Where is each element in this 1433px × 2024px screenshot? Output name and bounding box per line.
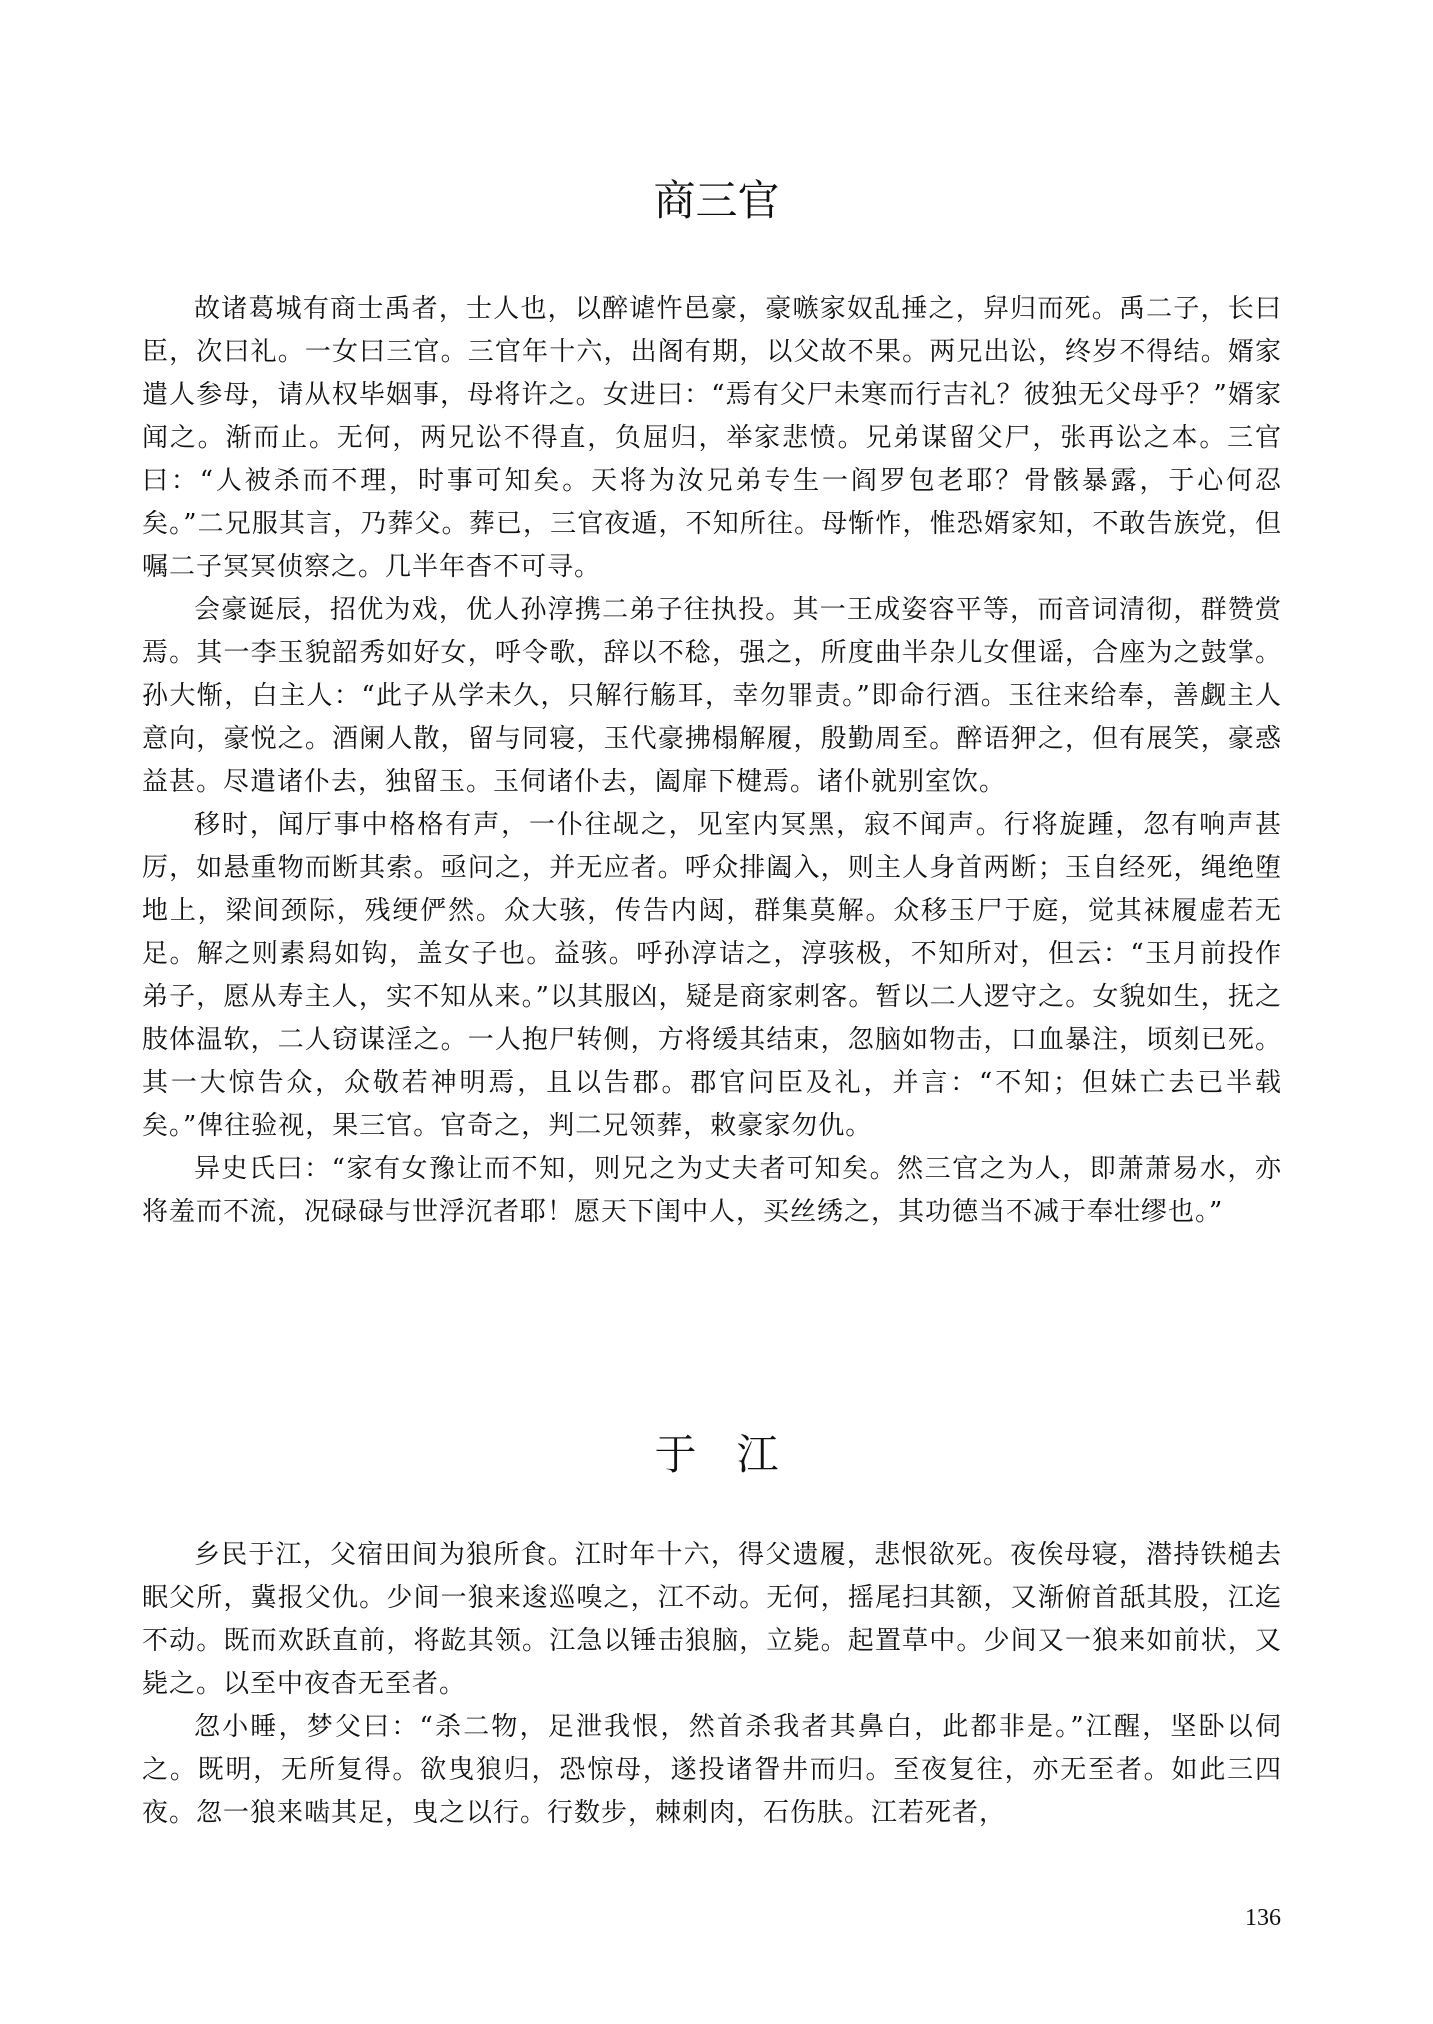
story-body-shang-san-guan <box>142 288 1282 1234</box>
story-body-yu-jiang <box>142 1534 1282 1835</box>
paragraph: 故诸葛城有商士禹者，士人也，以醉谑忤邑豪，豪嗾家奴乱捶之，舁归而死。禹二子，长曰臣，次曰礼。一女曰三官。三官年十六，出阁有期，以父故不果。两兄出讼，终岁不得结。婿家遣人参母，请从权毕姻事，母将许之。女进曰：“焉有父尸未寒而行吉礼？彼独无父母乎？”婿家闻之。渐而止。无何，两兄讼不得直，负屈归，举家悲愤。兄弟谋留父尸，张再讼之本。三官曰：“人被杀而不理，时事可知矣。天将为汝兄弟专生一阎罗包老耶？骨骸暴露，于心何忍矣。”二兄服其言，乃葬父。葬已，三官夜遁，不知所往。母惭怍，惟恐婿家知，不敢告族党，但嘱二子冥冥侦察之。几半年杳不可寻。 <box>142 294 1282 582</box>
paragraph: 忽小睡，梦父曰：“杀二物，足泄我恨，然首杀我者其鼻白，此都非是。”江醒，坚卧以伺之。既明，无所复得。欲曳狼归，恐惊母，遂投诸眢井而归。至夜复往，亦无至者。如此三四夜。忽一狼来啮其足，曳之以行。行数步，棘刺肉，石伤肤。江若死者， <box>142 1712 1282 1828</box>
story-title-yu-jiang: 于江 <box>654 1430 819 1479</box>
page-number: 136 <box>1245 1905 1281 1931</box>
story-title-shang-san-guan: 商三官 <box>653 176 780 225</box>
paragraph: 乡民于江，父宿田间为狼所食。江时年十六，得父遗履，悲恨欲死。夜俟母寝，潜持铁槌去眠父所，冀报父仇。少间一狼来逡巡嗅之，江不动。无何，摇尾扫其额，又渐俯首舐其股，江迄不动。既而欢跃直前，将龁其领。江急以锤击狼脑，立毙。起置草中。少间又一狼来如前状，又毙之。以至中夜杳无至者。 <box>142 1540 1282 1699</box>
paragraph: 会豪诞辰，招优为戏，优人孙淳携二弟子往执投。其一王成姿容平等，而音词清彻，群赞赏焉。其一李玉貌韶秀如好女，呼令歌，辞以不稔，强之，所度曲半杂儿女俚谣，合座为之鼓掌。孙大惭，白主人：“此子从学未久，只解行觞耳，幸勿罪责。”即命行酒。玉往来给奉，善觑主人意向，豪悦之。酒阑人散，留与同寝，玉代豪拂榻解履，殷勤周至。醉语狎之，但有展笑，豪惑益甚。尽遣诸仆去，独留玉。玉伺诸仆去，阖扉下楗焉。诸仆就别室饮。 <box>142 595 1282 797</box>
paragraph: 异史氏曰：“家有女豫让而不知，则兄之为丈夫者可知矣。然三官之为人，即萧萧易水，亦将羞而不流，况碌碌与世浮沉者耶！愿天下闺中人，买丝绣之，其功德当不减于奉壮缪也。” <box>142 1154 1282 1227</box>
paragraph: 移时，闻厅事中格格有声，一仆往觇之，见室内冥黑，寂不闻声。行将旋踵，忽有响声甚厉，如悬重物而断其索。亟问之，并无应者。呼众排阖入，则主人身首两断；玉自经死，绳绝堕地上，梁间颈际，残绠俨然。众大骇，传告内闼，群集莫解。众移玉尸于庭，觉其袜履虚若无足。解之则素舄如钩，盖女子也。益骇。呼孙淳诘之，淳骇极，不知所对，但云：“玉月前投作弟子，愿从寿主人，实不知从来。”以其服凶，疑是商家刺客。暂以二人逻守之。女貌如生，抚之肢体温软，二人窃谋淫之。一人抱尸转侧，方将缓其结束，忽脑如物击，口血暴注，顷刻已死。其一大惊告众，众敬若神明焉，且以告郡。郡官问臣及礼，并言：“不知；但妹亡去已半载矣。”俾往验视，果三官。官奇之，判二兄领葬，敕豪家勿仇。 <box>142 810 1282 1141</box>
